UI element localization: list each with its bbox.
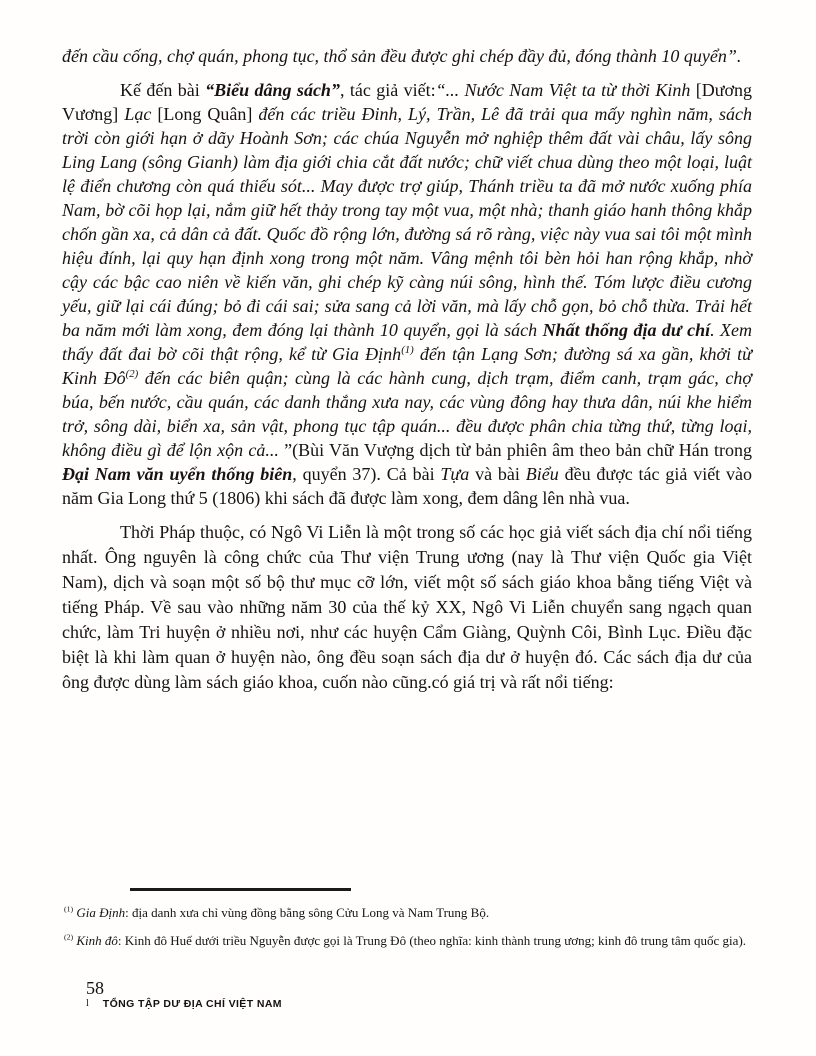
paragraph-quote-continuation — [62, 44, 752, 68]
text-segment: (1) — [401, 344, 414, 356]
paragraph-bieu-dang-sach — [62, 78, 752, 510]
text-segment: đến các biên quận; cùng là các hành cung, dịch trạm, điểm canh, trạm gác, chợ búa, bến nước, cầu quán, các danh thắng xưa nay, các vùng đông hay thưa dân, núi khe hiểm trở, sông dài, biển xa, sản vật, phong tục tập quán... đều được phân chia từng thứ, từng loại, không điều gì để lộn xộn cả... — [62, 368, 752, 460]
text-segment: và bài — [469, 464, 526, 484]
text-segment: Tựa — [440, 464, 470, 484]
text-segment: [Dương Vương] — [62, 80, 753, 124]
text-segment: “... Nước Nam Việt ta từ thời Kinh — [435, 80, 696, 100]
footnote-2 — [64, 928, 756, 953]
page-number: 58 — [86, 978, 104, 998]
text-segment: Kế đến bài — [120, 80, 206, 100]
text-segment: , quyển 37). Cả bài — [292, 464, 441, 484]
text-segment: . Xem thấy đất đai bờ cõi thật rộng, kể từ Gia Định — [62, 320, 753, 364]
text-segment: đến cầu cống, chợ quán, phong tục, thổ sản đều được ghi chép đầy đủ, đóng thành 10 quyển”. — [62, 46, 742, 66]
text-segment: Thời Pháp thuộc, có Ngô Vi Liễn là một trong số các học giả viết sách địa chí nổi tiếng nhất. Ông nguyên là công chức của Thư viện Trung ương (nay là Thư viện Quốc gia Việt Nam), dịch và soạn một số bộ thư mục cỡ lớn, viết một số sách giáo khoa bằng tiếng Việt và tiếng Pháp. Về sau vào những năm 30 của thế kỷ XX, Ngô Vi Liễn chuyển sang ngạch quan chức, làm Tri huyện ở nhiều nơi, như các huyện Cẩm Giàng, Quỳnh Côi, Bình Lục. Điều đặc biệt là khi làm quan ở huyện nào, ông đều soạn sách địa dư ở huyện đó. Các sách địa dư của ông được dùng làm sách giáo khoa, cuốn nào cũng.có giá trị và rất nổi tiếng: — [62, 522, 752, 692]
running-title: TỔNG TẬP DƯ ĐỊA CHÍ VIỆT NAM — [102, 998, 282, 1010]
footnote-separator — [130, 888, 351, 891]
text-segment: [Long Quân] — [157, 104, 259, 124]
page-footer — [86, 978, 282, 1010]
text-segment: (2) — [125, 368, 139, 380]
body-text-block — [62, 44, 752, 695]
text-segment: đều được tác giả viết vào năm Gia Long thứ 5 (1806) khi sách đã được làm xong, đem dâng lên nhà vua. — [62, 464, 753, 508]
text-segment: , tác giả viết: — [339, 80, 436, 100]
text-segment: Đại Nam văn uyển thống biên — [62, 464, 293, 484]
paragraph-ngo-vi-lien — [62, 520, 752, 695]
text-segment: (1) — [64, 904, 74, 914]
text-segment: ”(Bùi Văn Vượng dịch từ bản phiên âm theo bản chữ Hán trong — [284, 440, 753, 460]
text-segment: : địa danh xưa chỉ vùng đồng bằng sông Cửu Long và Nam Trung Bộ. — [125, 905, 490, 920]
text-segment: đến tận Lạng Sơn; đường sá xa gần, khởi từ Kinh Đô — [62, 344, 752, 388]
footer-row — [86, 998, 282, 1010]
footnotes-block — [64, 900, 756, 956]
text-segment: Nhất thống địa dư chí — [542, 320, 711, 340]
text-segment: Lạc — [124, 104, 158, 124]
text-segment: : Kinh đô Huế dưới triều Nguyễn được gọi là Trung Đô (theo nghĩa: kinh thành trung ương; kinh đô trung tâm quốc gia). — [117, 933, 747, 948]
text-segment: (2) — [64, 932, 74, 942]
text-segment: đến các triều Đinh, Lý, Trần, Lê đã trải qua mấy nghìn năm, sách trời còn giới hạn ở dãy Hoành Sơn; các chúa Nguyễn mở nghiệp thêm đất vài châu, lấy sông Ling Lang (sông Gianh) làm địa giới chia cắt đất nước; chữ viết chua dùng theo một loại, luật lệ điển chương còn quá thiếu sót... May được trợ giúp, Thánh triều ta đã mở nước xuống phía Nam, bờ cõi họp lại, nắm giữ hết thảy trong tay một vua, một nhà; thanh giáo hanh thông khắp chốn gần xa, cả dân cả đất. Quốc đồ rộng lớn, đường sá rõ ràng, việc này vua sai tôi một mình hiệu đính, lại quy hạn định xong trong một năm. Vâng mệnh tôi bèn hỏi han rộng khắp, nhờ cậy các bậc cao niên về kiến văn, ghi chép kỹ càng núi sông, hình thế. Tóm lược điều cương yếu, giữ lại cái đúng; bỏ đi cái sai; sửa sang cả lời văn, mà lấy chỗ gọn, bỏ chỗ thừa. Trải hết ba năm mới làm xong, đem đóng lại thành 10 quyển, gọi là sách — [62, 104, 752, 340]
text-segment: Gia Định — [73, 905, 126, 920]
text-segment: Kinh đô — [73, 933, 118, 948]
text-segment: “Biểu dâng sách” — [205, 80, 340, 100]
footnote-1 — [64, 900, 756, 925]
text-segment: Biểu — [525, 464, 559, 484]
footer-mark: l — [86, 998, 89, 1009]
